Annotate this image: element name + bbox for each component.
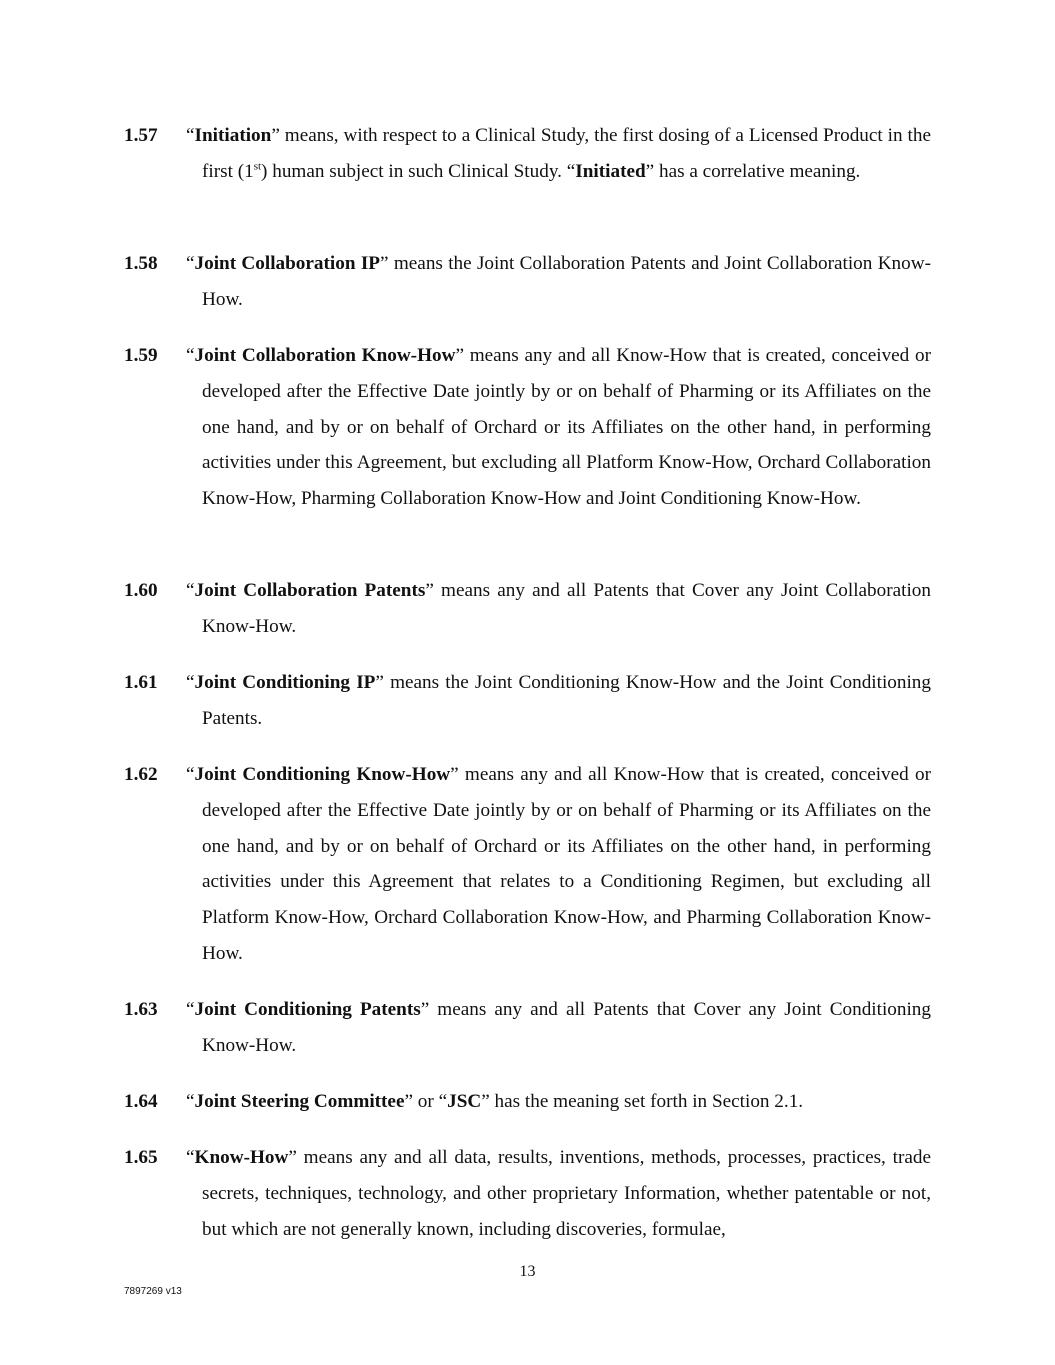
definition-1-60: [124, 573, 931, 645]
definition-text-run: “: [186, 1147, 195, 1168]
page-number: 13: [519, 1263, 536, 1280]
definition-text-run: ” means, with respect to a Clinical Study, the first dosing of a Licensed Product in the first (1: [202, 125, 931, 182]
definition-1-57: [124, 118, 931, 190]
definition-text-run: “: [186, 580, 195, 601]
section-number: 1.61: [124, 672, 158, 693]
superscript: st: [253, 160, 262, 173]
definition-text-run: ” means any and all Know-How that is created, conceived or developed after the Effective Date jointly by or on behalf of Pharming or its Affiliates on the one hand, and by or on behalf of Orchard or its Affiliates on the other hand, in performing activities under this Agreement, but excluding all Platform Know-How, Orchard Collaboration Know-How, Pharming Collaboration Know-How and Joint Conditioning Know-How.: [202, 345, 931, 510]
defined-term: Know-How: [194, 1147, 289, 1168]
definition-text-run: ” means any and all data, results, inventions, methods, processes, practices, trade secrets, techniques, technology, and other proprietary Information, whether patentable or not, but which are not generally known, including discoveries, formulae,: [202, 1147, 931, 1240]
definition-text-run: “: [186, 125, 195, 146]
definition-text-run: ) human subject in such Clinical Study. “: [261, 160, 576, 182]
defined-term: Joint Conditioning Know-How: [194, 764, 451, 785]
definition-text-run: ” means the Joint Collaboration Patents and Joint Collaboration Know-How.: [202, 253, 931, 310]
section-number: 1.64: [124, 1091, 158, 1112]
section-number: 1.58: [124, 253, 158, 274]
defined-term: Joint Collaboration Patents: [194, 580, 426, 601]
defined-term: Joint Collaboration IP: [194, 253, 381, 274]
section-number: 1.65: [124, 1147, 158, 1168]
definition-text-run: ” has the meaning set forth in Section 2.1.: [481, 1091, 804, 1112]
definition-text-run: “: [186, 253, 195, 274]
definition-1-65: [124, 1140, 931, 1247]
section-number: 1.63: [124, 999, 158, 1020]
definition-1-63: [124, 992, 931, 1064]
definition-text: [186, 573, 931, 645]
definition-text-run: “: [186, 999, 195, 1020]
section-number: 1.62: [124, 764, 158, 785]
definition-text: [186, 665, 931, 737]
definition-text-run: “: [186, 764, 195, 785]
defined-term: Initiated: [575, 160, 646, 182]
definition-1-58: [124, 246, 931, 318]
defined-term: JSC: [447, 1091, 482, 1112]
definition-text: [186, 1140, 931, 1247]
definition-text: [186, 1084, 931, 1120]
defined-term: Initiation: [194, 125, 272, 146]
defined-term: Joint Collaboration Know-How: [194, 345, 456, 366]
defined-term: Joint Steering Committee: [194, 1091, 405, 1112]
definition-text-run: ” means any and all Patents that Cover any Joint Conditioning Know-How.: [202, 999, 931, 1056]
definition-text-run: ” or “: [404, 1091, 448, 1112]
definition-1-61: [124, 665, 931, 737]
definition-text-run: ” means the Joint Conditioning Know-How and the Joint Conditioning Patents.: [202, 672, 931, 729]
section-number: 1.59: [124, 345, 158, 366]
definition-text: [186, 992, 931, 1064]
defined-term: Joint Conditioning IP: [194, 672, 376, 693]
section-number: 1.60: [124, 580, 158, 601]
definition-1-62: [124, 757, 931, 972]
definition-1-64: [124, 1084, 931, 1120]
definition-text-run: ” has a correlative meaning.: [645, 160, 861, 182]
definition-text-run: “: [186, 345, 195, 366]
definition-text: [186, 338, 931, 517]
defined-term: Joint Conditioning Patents: [194, 999, 421, 1020]
definition-text: [186, 757, 931, 972]
definition-1-59: [124, 338, 931, 517]
definition-text: [186, 246, 931, 318]
definition-text-run: ” means any and all Patents that Cover any Joint Collaboration Know-How.: [202, 580, 931, 637]
definition-text: [186, 118, 931, 190]
definition-text-run: “: [186, 1091, 195, 1112]
section-number: 1.57: [124, 125, 158, 146]
definition-text-run: “: [186, 672, 195, 693]
definition-text-run: ” means any and all Know-How that is created, conceived or developed after the Effective Date jointly by or on behalf of Pharming or its Affiliates on the one hand, and by or on behalf of Orchard or its Affiliates on the other hand, in performing activities under this Agreement that relates to a Conditioning Regimen, but excluding all Platform Know-How, Orchard Collaboration Know-How, and Pharming Collaboration Know-How.: [202, 764, 931, 964]
document-id: 7897269 v13: [124, 1286, 182, 1297]
